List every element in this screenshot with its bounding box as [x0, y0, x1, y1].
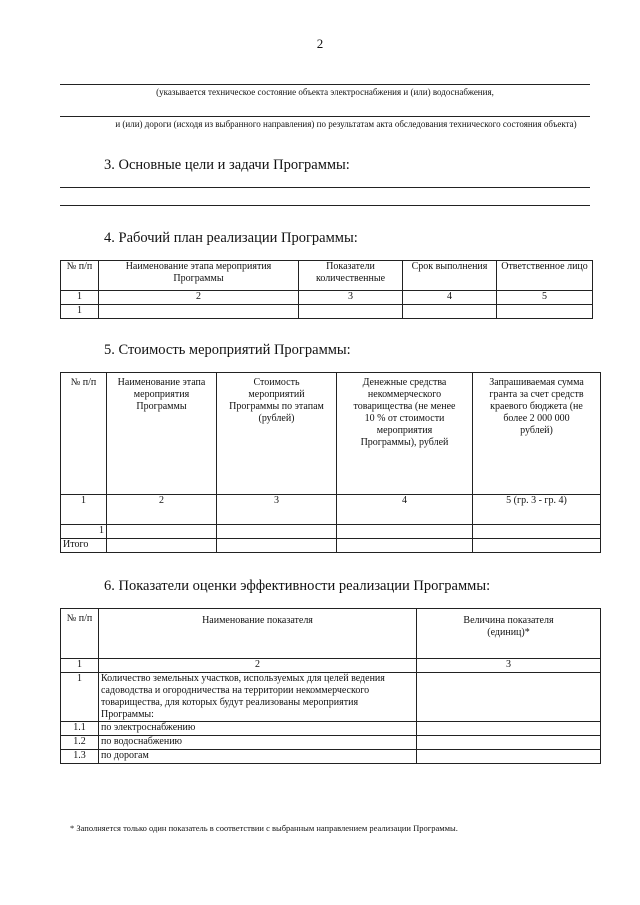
- header-cell: № п/п: [61, 373, 107, 495]
- cell: [217, 539, 337, 553]
- header-cell: Денежные средства некоммерческого товарищества (не менее 10 % от стоимости мероприятия Программы), рублей: [337, 373, 473, 495]
- table-row: [61, 305, 593, 319]
- blank-line: [60, 116, 590, 117]
- cell: [417, 722, 601, 736]
- cell: [497, 305, 593, 319]
- column-numbers-row: [61, 495, 601, 525]
- cell: [473, 525, 601, 539]
- header-cell: Наименование показателя: [99, 609, 417, 659]
- cell: 1: [61, 495, 107, 525]
- cell: 4: [403, 291, 497, 305]
- table-header-row: [61, 261, 593, 291]
- table-row: [61, 722, 601, 736]
- table-row: [61, 736, 601, 750]
- indicator-name: по электроснабжению: [99, 722, 417, 736]
- cell: 1.2: [61, 736, 99, 750]
- cell: 1.1: [61, 722, 99, 736]
- cell: [217, 525, 337, 539]
- cell: [403, 305, 497, 319]
- page-number: 2: [316, 36, 324, 51]
- table-row: [61, 750, 601, 764]
- cell: 1: [61, 659, 99, 673]
- total-label: Итого: [61, 539, 107, 553]
- cell: [299, 305, 403, 319]
- section-5-title: 5. Стоимость мероприятий Программы:: [104, 342, 351, 358]
- cell: [99, 305, 299, 319]
- cell: [337, 539, 473, 553]
- caption-line-2: и (или) дороги (исходя из выбранного направления) по результатам акта обследования технического состояния объекта): [115, 119, 577, 129]
- header-cell: Срок выполнения: [403, 261, 497, 291]
- header-cell: Ответственное лицо: [497, 261, 593, 291]
- cell: 2: [107, 495, 217, 525]
- indicator-name: Количество земельных участков, используемых для целей ведения садоводства и огородничества на территории некоммерческого товарищества, для которых будут реализованы мероприятия Программы:: [99, 673, 417, 722]
- header-cell: Наименование этапа мероприятия Программы: [99, 261, 299, 291]
- cell: 1: [61, 305, 99, 319]
- cell: 2: [99, 291, 299, 305]
- cell: [107, 525, 217, 539]
- cell: 1: [61, 673, 99, 722]
- cell: 1: [61, 291, 99, 305]
- section-3-title: 3. Основные цели и задачи Программы:: [104, 157, 350, 173]
- blank-line: [60, 84, 590, 85]
- cell: [337, 525, 473, 539]
- cell: 3: [417, 659, 601, 673]
- cell: 2: [99, 659, 417, 673]
- table-header-row: [61, 609, 601, 659]
- efficiency-table: [60, 608, 601, 764]
- section-4-title: 4. Рабочий план реализации Программы:: [104, 230, 358, 246]
- total-row: [61, 539, 601, 553]
- table-header-row: [61, 373, 601, 495]
- cell: 1.3: [61, 750, 99, 764]
- work-plan-table: [60, 260, 593, 319]
- cell: 3: [299, 291, 403, 305]
- column-numbers-row: [61, 659, 601, 673]
- caption-line-1: (указывается техническое состояние объекта электроснабжения и (или) водоснабжения,: [156, 87, 494, 97]
- header-cell: Запрашиваемая сумма гранта за счет средств краевого бюджета (не более 2 000 000 рублей): [473, 373, 601, 495]
- cell: 4: [337, 495, 473, 525]
- cell: 5 (гр. 3 - гр. 4): [473, 495, 601, 525]
- cell: [417, 736, 601, 750]
- blank-line: [60, 187, 590, 188]
- table-row: [61, 525, 601, 539]
- cost-table: [60, 372, 601, 553]
- indicator-name: по дорогам: [99, 750, 417, 764]
- cell: [417, 750, 601, 764]
- header-cell: Величина показателя (единиц)*: [417, 609, 601, 659]
- header-cell: Показатели количественные: [299, 261, 403, 291]
- cell: [473, 539, 601, 553]
- cell: 5: [497, 291, 593, 305]
- cell: 3: [217, 495, 337, 525]
- table-row: [61, 673, 601, 722]
- blank-line: [60, 205, 590, 206]
- cell: [417, 673, 601, 722]
- footnote: * Заполняется только один показатель в соответствии с выбранным направлением реализации Программы.: [70, 823, 458, 833]
- header-cell: № п/п: [61, 261, 99, 291]
- indicator-name: по водоснабжению: [99, 736, 417, 750]
- section-6-title: 6. Показатели оценки эффективности реализации Программы:: [104, 578, 491, 594]
- column-numbers-row: [61, 291, 593, 305]
- cell: 1: [61, 525, 107, 539]
- header-cell: Наименование этапа мероприятия Программы: [107, 373, 217, 495]
- header-cell: № п/п: [61, 609, 99, 659]
- header-cell: Стоимость мероприятий Программы по этапам (рублей): [217, 373, 337, 495]
- cell: [107, 539, 217, 553]
